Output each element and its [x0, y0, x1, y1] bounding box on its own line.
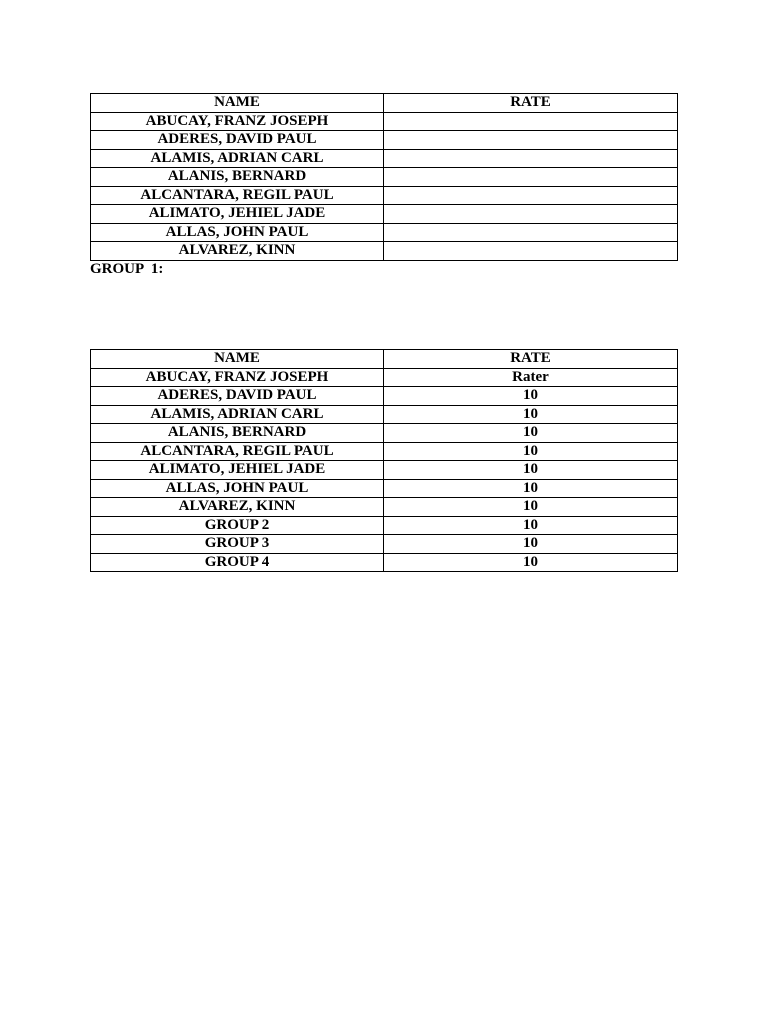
rate-cell [384, 168, 678, 187]
table-row [91, 424, 678, 443]
table-row [91, 442, 678, 461]
name-cell: ADERES, DAVID PAUL [91, 131, 384, 150]
table-row [91, 516, 678, 535]
name-cell: ALLAS, JOHN PAUL [91, 223, 384, 242]
table-row [91, 535, 678, 554]
rate-column-header: RATE [384, 94, 678, 113]
name-cell: GROUP 2 [91, 516, 384, 535]
table-row [91, 461, 678, 480]
rate-cell: 10 [384, 442, 678, 461]
name-cell: ALCANTARA, REGIL PAUL [91, 442, 384, 461]
table-row [91, 223, 678, 242]
rate-cell [384, 242, 678, 261]
name-cell: GROUP 4 [91, 553, 384, 572]
table-row [91, 242, 678, 261]
name-cell: ADERES, DAVID PAUL [91, 387, 384, 406]
rate-cell: 10 [384, 553, 678, 572]
group-caption: GROUP 1: [90, 261, 164, 277]
name-cell: ALAMIS, ADRIAN CARL [91, 405, 384, 424]
table-header-row [91, 350, 678, 369]
rate-cell: 10 [384, 461, 678, 480]
rate-cell: Rater [384, 368, 678, 387]
table-row [91, 553, 678, 572]
name-column-header: NAME [91, 350, 384, 369]
table-header-row [91, 94, 678, 113]
name-cell: ALCANTARA, REGIL PAUL [91, 186, 384, 205]
table-row [91, 387, 678, 406]
name-cell: ABUCAY, FRANZ JOSEPH [91, 112, 384, 131]
table-row [91, 405, 678, 424]
name-cell: ALIMATO, JEHIEL JADE [91, 205, 384, 224]
name-cell: ALVAREZ, KINN [91, 498, 384, 517]
name-cell: GROUP 3 [91, 535, 384, 554]
table-row [91, 479, 678, 498]
rate-column-header: RATE [384, 350, 678, 369]
name-cell: ALAMIS, ADRIAN CARL [91, 149, 384, 168]
name-cell: ALLAS, JOHN PAUL [91, 479, 384, 498]
table-row [91, 368, 678, 387]
name-cell: ALVAREZ, KINN [91, 242, 384, 261]
table-row [91, 131, 678, 150]
rating-table-2 [90, 349, 678, 572]
table-row [91, 205, 678, 224]
table-row [91, 112, 678, 131]
table-row [91, 149, 678, 168]
rate-cell [384, 131, 678, 150]
name-cell: ABUCAY, FRANZ JOSEPH [91, 368, 384, 387]
name-cell: ALANIS, BERNARD [91, 168, 384, 187]
rate-cell: 10 [384, 535, 678, 554]
rate-cell [384, 223, 678, 242]
rate-cell [384, 149, 678, 168]
rate-cell: 10 [384, 424, 678, 443]
rate-cell [384, 186, 678, 205]
rate-cell: 10 [384, 498, 678, 517]
name-cell: ALANIS, BERNARD [91, 424, 384, 443]
table-row [91, 498, 678, 517]
table-row [91, 168, 678, 187]
table-row [91, 186, 678, 205]
rating-table-1 [90, 93, 678, 261]
rate-cell: 10 [384, 479, 678, 498]
name-cell: ALIMATO, JEHIEL JADE [91, 461, 384, 480]
rate-cell: 10 [384, 516, 678, 535]
rate-cell [384, 112, 678, 131]
rate-cell: 10 [384, 387, 678, 406]
name-column-header: NAME [91, 94, 384, 113]
rate-cell [384, 205, 678, 224]
rate-cell: 10 [384, 405, 678, 424]
